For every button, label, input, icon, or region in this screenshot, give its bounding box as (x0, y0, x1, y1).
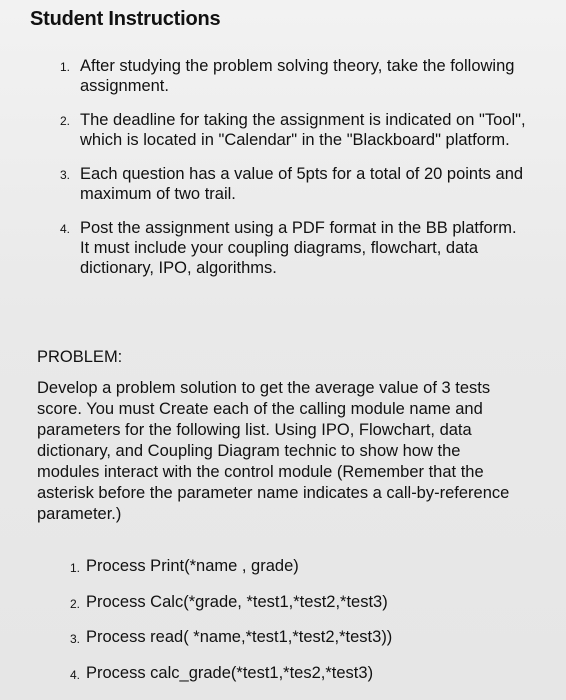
instructions-list (50, 56, 530, 292)
process-number: 1. (70, 561, 81, 575)
instruction-item (50, 56, 530, 96)
problem-text: Develop a problem solution to get the average value of 3 tests score. You must Create each of the calling module name and parameters for the following list. Using IPO, Flowchart, data dictionary, and Coupling Diagram technic to show how the modules interact with the control module (Remember that the asterisk before the parameter name indicates a call-by-reference parameter.) (37, 379, 510, 523)
process-text: Process Calc(*grade, *test1,*test2,*test3) (86, 592, 388, 611)
process-item (70, 591, 510, 613)
process-item (70, 662, 510, 684)
instruction-item (50, 218, 530, 278)
instruction-item (50, 164, 530, 204)
process-number: 3. (70, 632, 81, 646)
process-text: Process calc_grade(*test1,*tes2,*test3) (86, 663, 374, 682)
process-text: Process Print(*name , grade) (86, 557, 299, 575)
process-item (70, 626, 510, 648)
instruction-number: 4. (60, 222, 71, 236)
instruction-text: The deadline for taking the assignment is indicated on "Tool", which is located in "Calendar" in the "Blackboard" platform. (80, 111, 526, 149)
instruction-number: 2. (60, 114, 71, 128)
process-item (70, 555, 510, 577)
instruction-item (50, 110, 530, 150)
instruction-text: After studying the problem solving theory, take the following assignment. (80, 57, 515, 95)
process-text: Process read( *name,*test1,*test2,*test3)) (86, 628, 393, 646)
process-number: 2. (70, 596, 81, 611)
process-number: 4. (70, 667, 81, 682)
instruction-number: 3. (60, 168, 71, 182)
instruction-text: Each question has a value of 5pts for a total of 20 points and maximum of two trail. (80, 165, 524, 203)
problem-label: PROBLEM: (37, 348, 123, 366)
page-title: Student Instructions (30, 8, 221, 30)
instruction-number: 1. (60, 60, 71, 74)
process-list (70, 555, 510, 697)
instruction-text: Post the assignment using a PDF format in the BB platform. It must include your coupling diagrams, flowchart, data dictionary, IPO, algorithms. (80, 219, 517, 277)
